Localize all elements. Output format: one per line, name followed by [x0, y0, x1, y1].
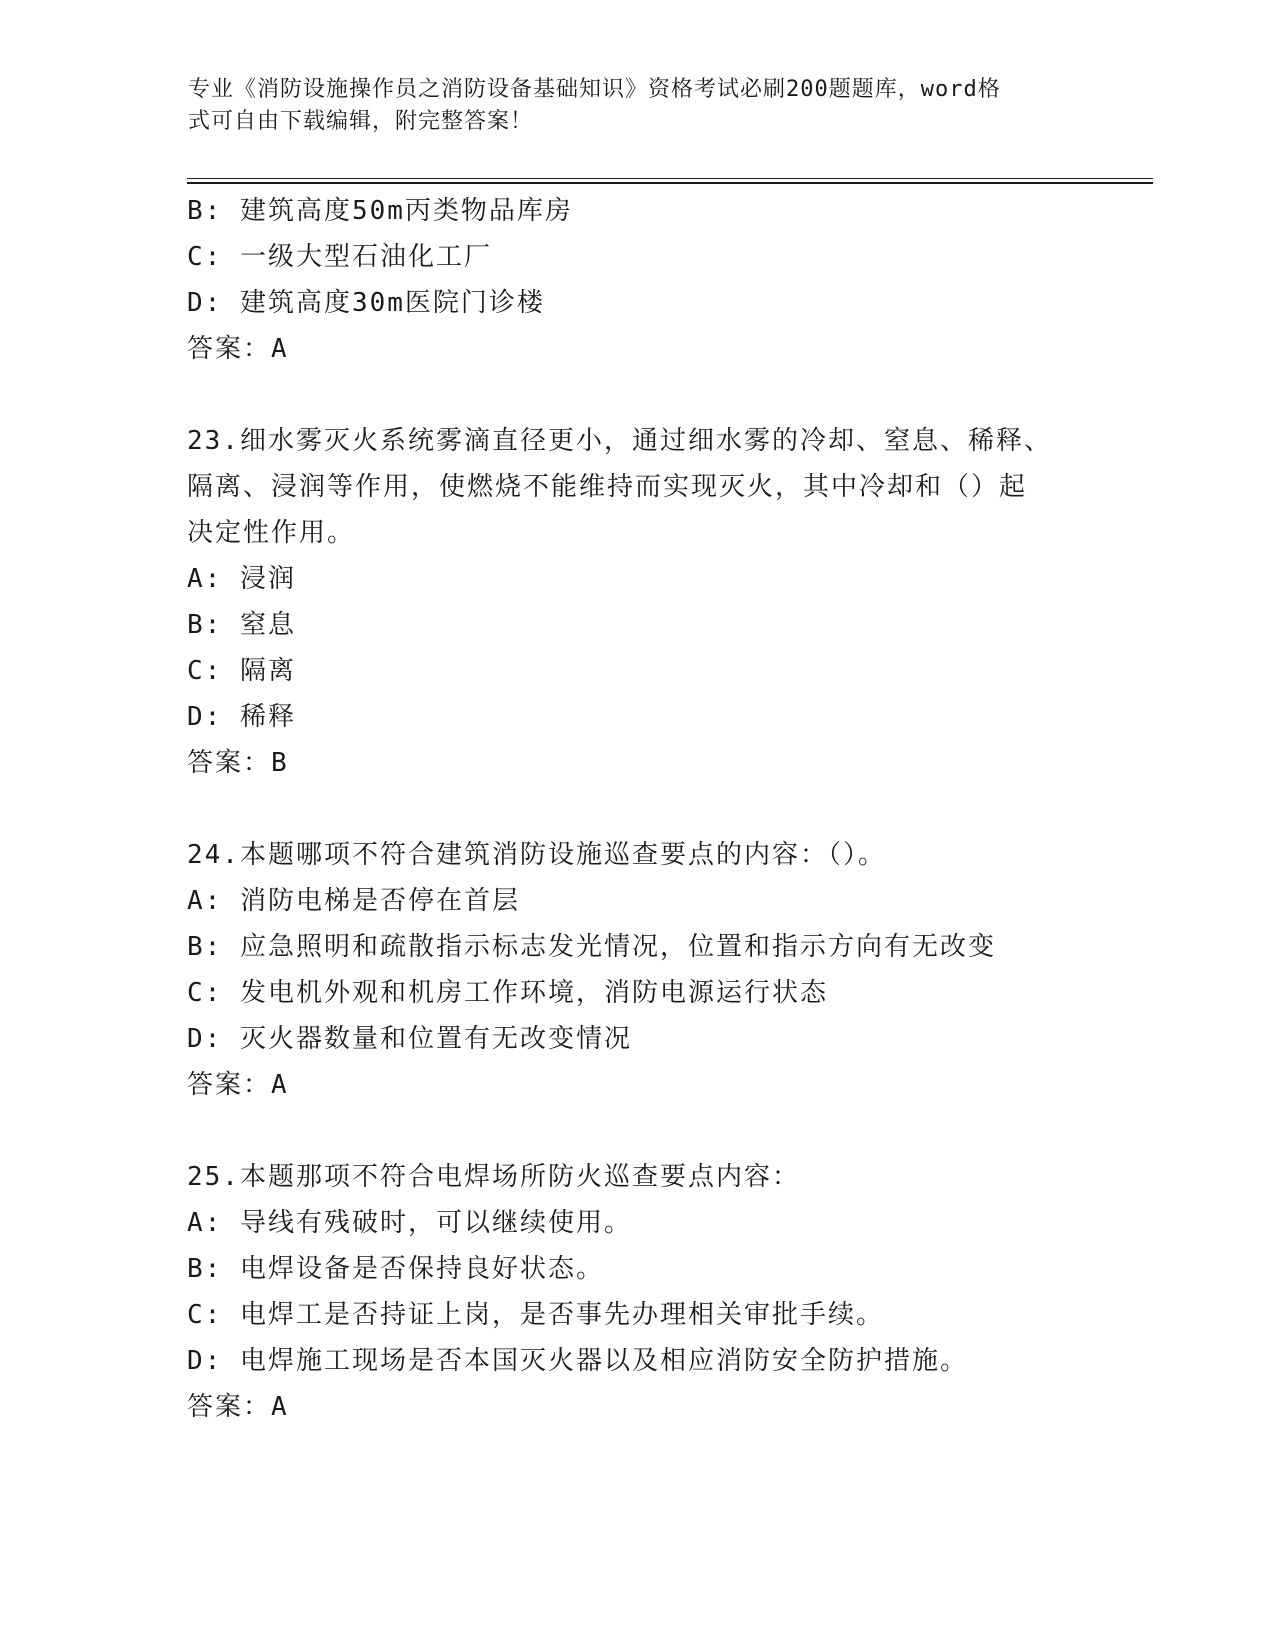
- spacer: [187, 1108, 1087, 1154]
- header-divider-thick: [187, 182, 1153, 184]
- answer-line: 答案：A: [187, 1070, 289, 1100]
- question-text-line-3: 决定性作用。: [187, 518, 356, 548]
- option-b: B: 电焊设备是否保持良好状态。: [187, 1254, 604, 1284]
- question-text: 25.本题那项不符合电焊场所防火巡查要点内容：: [187, 1162, 800, 1192]
- answer-line: 答案：A: [187, 1392, 289, 1422]
- spacer: [187, 372, 1087, 418]
- header-line-1: 专业《消防设施操作员之消防设备基础知识》资格考试必刷200题题库，word格: [188, 77, 1001, 102]
- option-d: D: 灭火器数量和位置有无改变情况: [187, 1024, 632, 1054]
- answer-line: 答案：B: [187, 748, 289, 778]
- option-d: D: 电焊施工现场是否本国灭火器以及相应消防安全防护措施。: [187, 1346, 968, 1376]
- question-text-line-2: 隔离、浸润等作用，使燃烧不能维持而实现灭火，其中冷却和（）起: [187, 472, 1028, 502]
- option-c: C: 一级大型石油化工厂: [187, 242, 492, 272]
- option-d: D: 建筑高度30m医院门诊楼: [187, 288, 545, 318]
- option-b: B: 建筑高度50m丙类物品库房: [187, 196, 573, 226]
- option-c: C: 隔离: [187, 656, 296, 686]
- header-divider-thin: [187, 178, 1153, 179]
- answer-line: 答案：A: [187, 334, 289, 364]
- option-c: C: 电焊工是否持证上岗，是否事先办理相关审批手续。: [187, 1300, 884, 1330]
- question-text: 24.本题哪项不符合建筑消防设施巡查要点的内容：（）。: [187, 840, 886, 870]
- option-a: A: 消防电梯是否停在首层: [187, 886, 520, 916]
- question-23: [187, 418, 1087, 786]
- question-text-line-1: 23.细水雾灭火系统雾滴直径更小，通过细水雾的冷却、窒息、稀释、: [187, 426, 1052, 456]
- option-d: D: 稀释: [187, 702, 296, 732]
- question-24: [187, 832, 1087, 1108]
- option-a: A: 浸润: [187, 564, 296, 594]
- option-b: B: 窒息: [187, 610, 296, 640]
- document-header: [188, 74, 1058, 138]
- option-c: C: 发电机外观和机房工作环境，消防电源运行状态: [187, 978, 828, 1008]
- question-content: [187, 188, 1087, 1430]
- question-25: [187, 1154, 1087, 1430]
- spacer: [187, 786, 1087, 832]
- option-b: B: 应急照明和疏散指示标志发光情况，位置和指示方向有无改变: [187, 932, 996, 962]
- header-line-2: 式可自由下载编辑，附完整答案！: [188, 109, 534, 134]
- question-22-tail: [187, 188, 1087, 372]
- option-a: A: 导线有残破时，可以继续使用。: [187, 1208, 632, 1238]
